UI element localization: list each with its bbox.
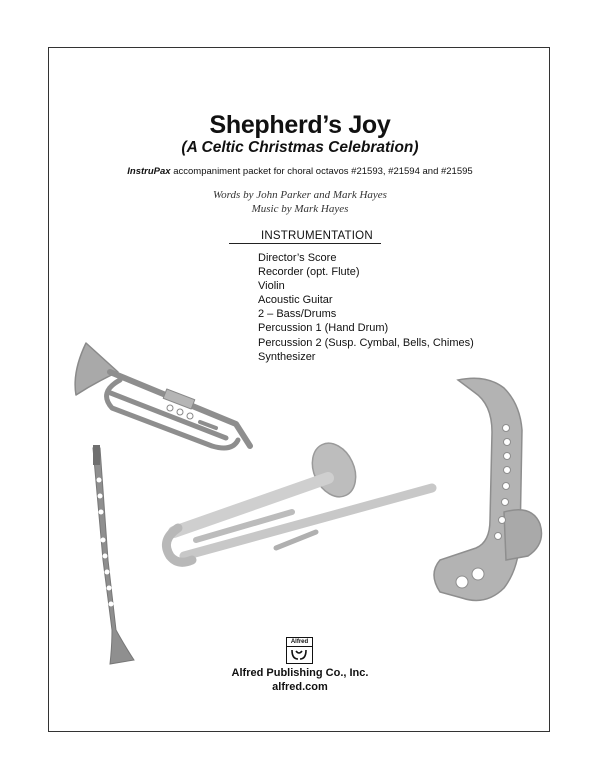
packet-text: accompaniment packet for choral octavos #21593, #21594 and #21595 (170, 166, 473, 177)
clarinet-illustration (93, 445, 134, 664)
trombone-illustration (166, 436, 432, 562)
instrument-item: Percussion 1 (Hand Drum) (258, 322, 389, 335)
page-subtitle: (A Celtic Christmas Celebration) (181, 139, 419, 156)
publisher-block (0, 666, 600, 694)
instrument-item: Acoustic Guitar (258, 294, 333, 307)
instrument-item: Percussion 2 (Susp. Cymbal, Bells, Chimes) (258, 336, 474, 349)
instrument-item: Violin (258, 280, 285, 293)
credits-words: Words by John Parker and Mark Hayes (213, 189, 387, 201)
packet-brand: InstruPax (127, 166, 171, 177)
instrument-item: Director’s Score (258, 252, 337, 264)
instrumentation-heading: INSTRUMENTATION (261, 230, 373, 242)
instrument-item: 2 – Bass/Drums (258, 308, 337, 321)
instrument-item: Recorder (opt. Flute) (258, 266, 360, 279)
page-title: Shepherd’s Joy (209, 111, 391, 139)
publisher-site: alfred.com (272, 681, 328, 693)
credits-music: Music by Mark Hayes (251, 203, 349, 215)
publisher-logo (286, 637, 313, 664)
instrument-item: Synthesizer (258, 350, 316, 363)
saxophone-illustration (434, 378, 542, 600)
publisher-name: Alfred Publishing Co., Inc. (231, 667, 369, 679)
trumpet-illustration (75, 343, 250, 448)
logo-mark-icon (290, 647, 308, 661)
logo-text: Alfred (287, 638, 312, 647)
